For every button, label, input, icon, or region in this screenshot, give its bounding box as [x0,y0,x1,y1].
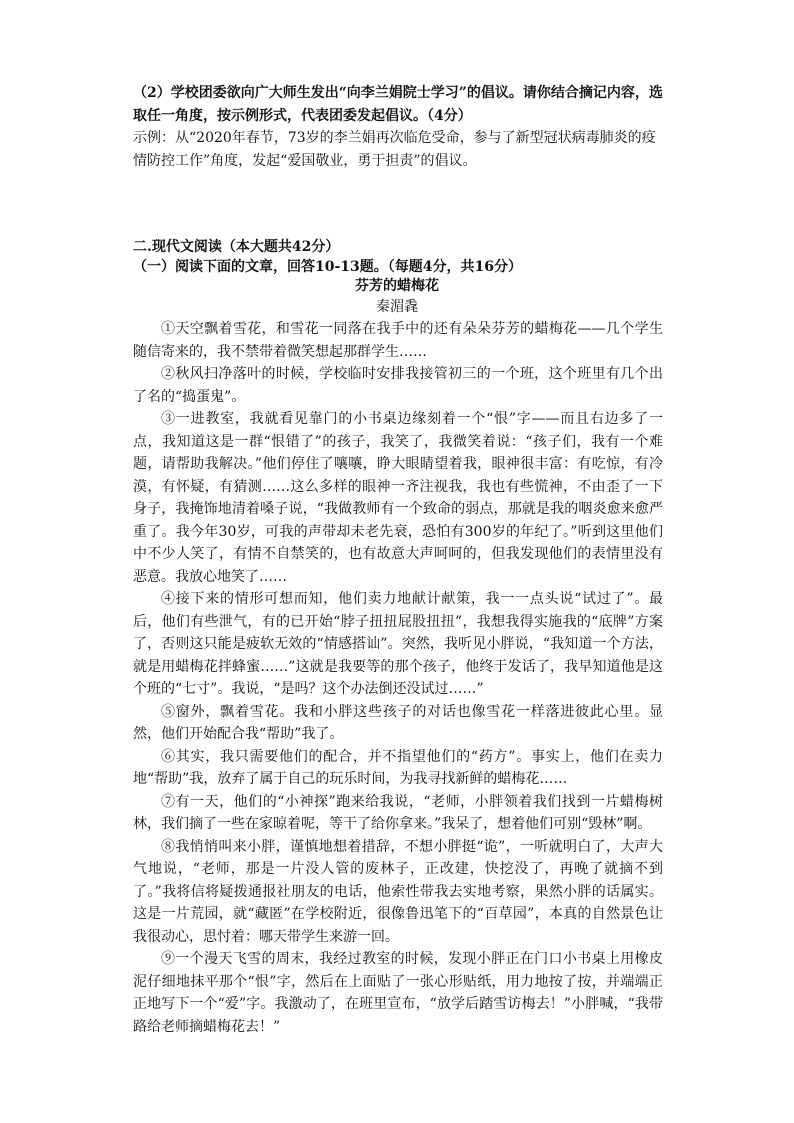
section-heading: 二.现代文阅读（本大题共42分） [133,239,340,255]
article-body [133,318,663,1038]
question-2-example: 示例：从“2020年春节，73岁的李兰娟再次临危受命，参与了新型冠状病毒肺炎的疫情防控工作”角度，发起“爱国敬业，勇于担责”的倡议。 [133,130,656,169]
section-sub-heading: （一）阅读下面的文章，回答10-13题。（每题4分，共16分） [133,259,522,275]
article-paragraph-1: ①天空飘着雪花，和雪花一同落在我手中的还有朵朵芬芳的蜡梅花——几个学生随信寄来的，我不禁带着微笑想起那群学生…… [133,321,663,360]
question-2-prompt: （2）学校团委欲向广大师生发出“向李兰娟院士学习”的倡议。请你结合摘记内容，选取任一角度，按示例形式，代表团委发起倡议。（4分） [133,85,663,124]
article-paragraph-4: ④接下来的情形可想而知，他们卖力地献计献策，我一一点头说“试过了”。最后，他们有些泄气，有的已开始“脖子扭扭屁股扭扭”，我想我得实施我的“底牌”方案了，否则这只能是疲软无效的“情感搭讪”。突然，我听见小胖说，“我知道一个方法，就是用蜡梅花拌蜂蜜……”这就是我要等的那个孩子，他终于发话了，我早知道他是这个班的“七寸”。我说，“是吗？这个办法倒还没试过……” [133,591,663,697]
article-author: 秦湄毳 [376,299,418,315]
article-paragraph-5: ⑤窗外，飘着雪花。我和小胖这些孩子的对话也像雪花一样落进彼此心里。显然，他们开始配合我“帮助”我了。 [133,703,663,742]
article-title: 芬芳的蜡梅花 [355,278,439,294]
article-paragraph-6: ⑥其实，我只需要他们的配合，并不指望他们的“药方”。事实上，他们在卖力地“帮助”我，放弃了属于自己的玩乐时间，为我寻找新鲜的蜡梅花…… [133,748,663,787]
article-paragraph-9: ⑨一个漫天飞雪的周末，我经过教室的时候，发现小胖正在门口小书桌上用橡皮泥仔细地抹平那个“恨”字，然后在上面贴了一张心形贴纸，用力地按了按，并端端正正地写下一个“爱”字。我激动了，在班里宣布，“放学后踏雪访梅去！”小胖喊，“我带路给老师摘蜡梅花去！” [133,951,663,1035]
question-2 [133,82,663,172]
article-paragraph-3: ③一进教室，我就看见靠门的小书桌边缘刻着一个“恨”字——而且右边多了一点，我知道这是一群“恨错了”的孩子，我笑了，我微笑着说：“孩子们，我有一个难题，请帮助我解决。”他们停住了嚷嚷，睁大眼睛望着我，眼神很丰富：有吃惊，有冷漠，有怀疑，有猜测……这么多样的眼神一齐注视我，我也有些慌神，不由歪了一下身子，我掩饰地清着嗓子说，“我做教师有一个致命的弱点，那就是我的咽炎愈来愈严重了。我今年30岁，可我的声带却未老先衰，恐怕有300岁的年纪了。”听到这里他们中不少人笑了，有情不自禁笑的，也有故意大声呵呵的，但我发现他们的表情里没有恶意。我放心地笑了…… [133,411,663,585]
article-paragraph-8: ⑧我悄悄叫来小胖，谨慎地想着措辞，不想小胖挺“诡”，一听就明白了，大声大气地说，“老师，那是一片没人管的废林子，正改建，快挖没了，再晚了就摘不到了。”我将信将疑拨通报社朋友的电话，他索性带我去实地考察，果然小胖的话属实。这是一片荒园，就“藏匿”在学校附近，很像鲁迅笔下的“百草园”，本真的自然景色让我很动心，思忖着：哪天带学生来游一回。 [133,838,663,945]
article-paragraph-7: ⑦有一天，他们的“小神探”跑来给我说，“老师，小胖领着我们找到一片蜡梅树林，我们摘了一些在家晾着呢，等干了给你拿来。”我呆了，想着他们可别“毁林”啊。 [133,793,663,832]
article-paragraph-2: ②秋风扫净落叶的时候，学校临时安排我接管初三的一个班，这个班里有几个出了名的“捣蛋鬼”。 [133,366,663,405]
